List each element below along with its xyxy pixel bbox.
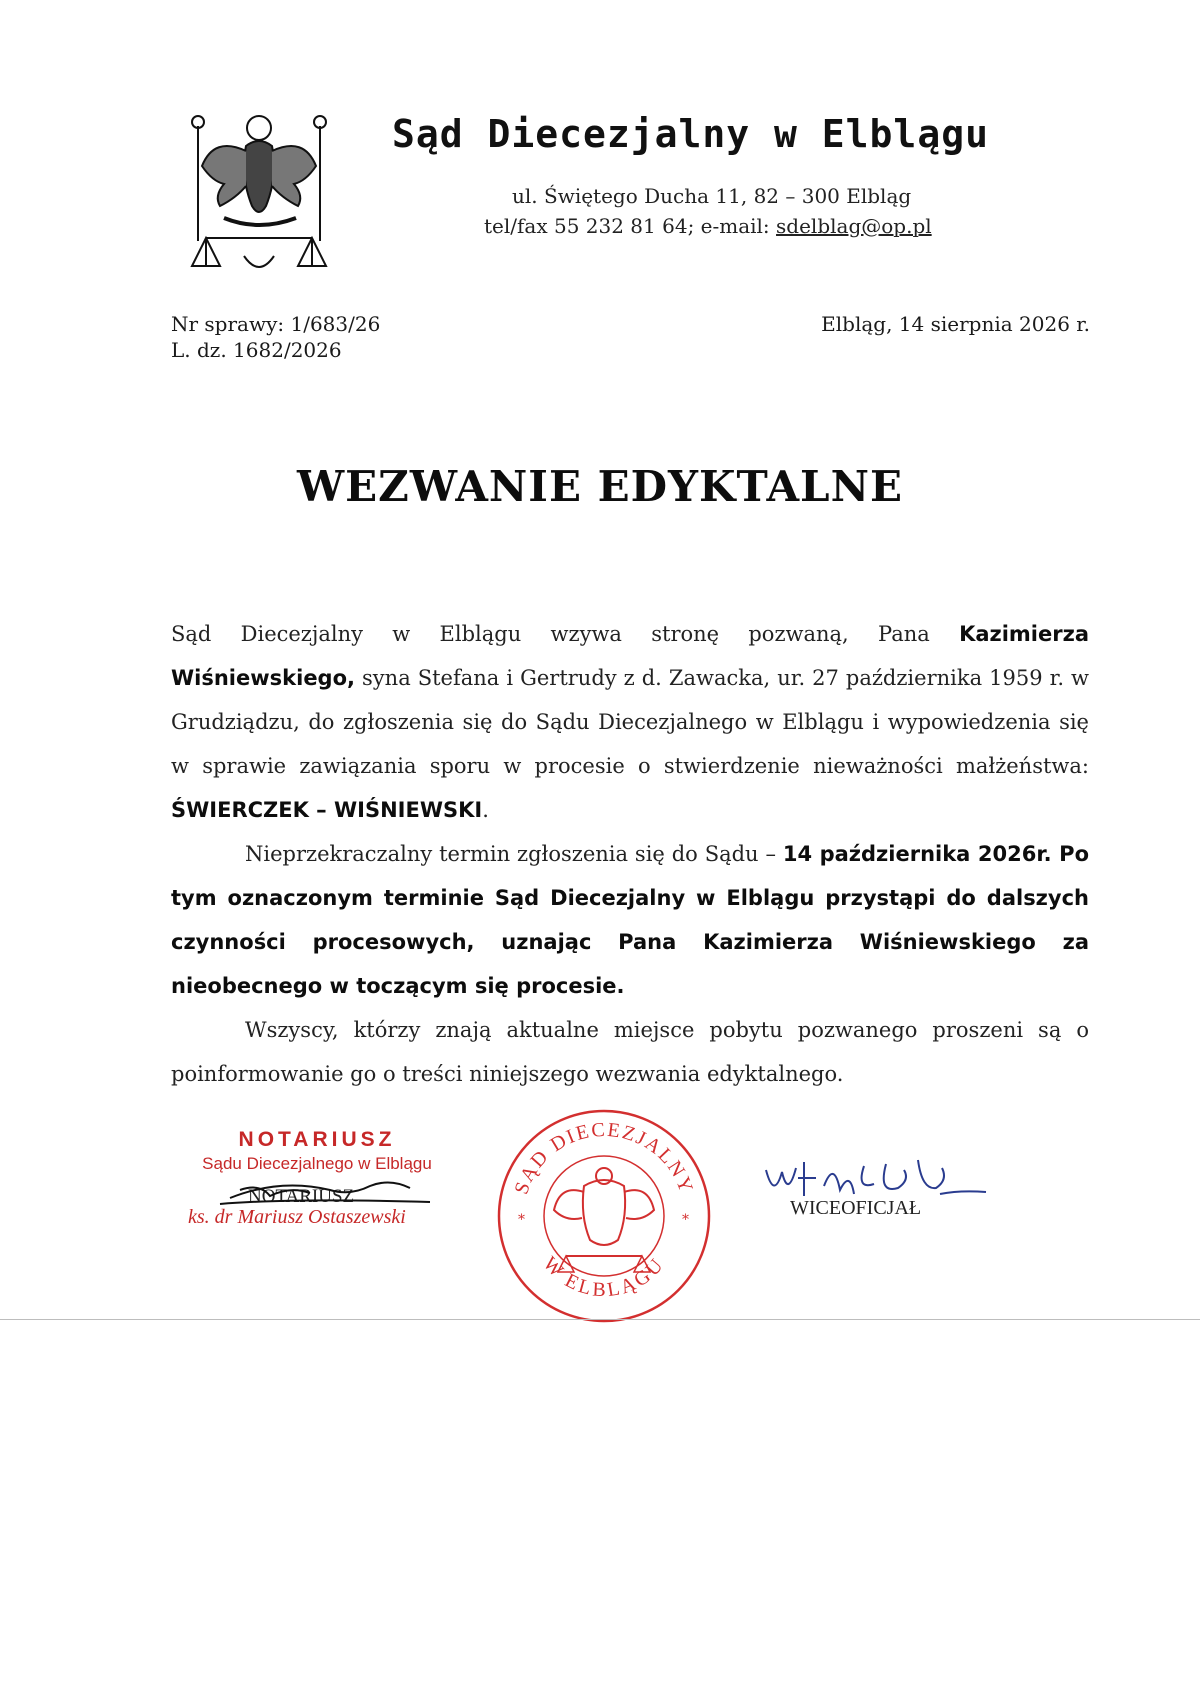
email-link[interactable]: sdelblag@op.pl [776,214,932,238]
notary-name: ks. dr Mariusz Ostaszewski [188,1206,406,1228]
p1-end: . [482,798,489,822]
p2-text-a: Nieprzekraczalny termin zgłoszenia się do Sądu – [245,842,783,866]
paragraph-2 [171,832,1089,1008]
svg-text:W ELBLĄGU [539,1253,670,1302]
court-address: ul. Świętego Ducha 11, 82 – 300 Elbląg [512,184,912,208]
contact-phone: tel/fax 55 232 81 64; e-mail: [484,214,777,238]
defendant-name: Kazimierza Wiśniewskiego, [171,622,1089,690]
document-body [171,612,1089,1096]
court-contact [484,214,1004,238]
ledger-number: L. dz. 1682/2026 [171,338,342,362]
notary-stamp-title: NOTARIUSZ [238,1128,396,1151]
case-number: Nr sprawy: 1/683/26 [171,312,381,336]
svg-text:SĄD DIECEZJALNY [510,1119,697,1197]
paragraph-3: Wszyscy, którzy znają aktualne miejsce pobytu pozwanego proszeni są o poinformowanie go o treści niniejszego wezwania edyktalnego. [171,1018,1089,1086]
seal-text-top: SĄD DIECEZJALNY [510,1118,698,1198]
paragraph-1 [171,612,1089,832]
case-parties: ŚWIERCZEK – WIŚNIEWSKI [171,798,483,822]
seal-text-bottom: W ELBLĄGU [538,1252,670,1302]
court-emblem-icon [184,106,334,286]
svg-text:*: * [518,1212,525,1228]
p1-text-b: syna Stefana i Gertrudy z d. Zawacka, ur. 27 października 1959 r. w Grudziądzu, do zgłoszenia się do Sądu Diecezjalnego w Elblągu i wypowiedzenia się w sprawie zawiązania sporu w procesie o stwierdzenie nieważności małżeństwa: [171,666,1089,778]
notary-title: NOTARIUSZ [248,1186,355,1207]
page-divider [0,1319,1200,1320]
court-seal-icon [494,1106,714,1326]
document-date: Elbląg, 14 sierpnia 2026 r. [821,312,1090,336]
notary-signature-icon [200,1168,450,1218]
svg-text:*: * [682,1212,689,1228]
notary-stamp-subtitle: Sądu Diecezjalnego w Elblągu [202,1154,432,1173]
document-title: WEZWANIE EDYKTALNE [297,462,903,511]
vice-officialis-title: WICEOFICJAŁ [790,1197,922,1219]
p1-text-a: Sąd Diecezjalny w Elblągu wzywa stronę pozwaną, Pana [171,622,960,646]
deadline-notice: 14 października 2026r. Po tym oznaczonym terminie Sąd Diecezjalny w Elblągu przystąpi do dalszych czynności procesowych, uznając Pana Kazimierza Wiśniewskiego za nieobecnego w toczącym się procesie. [171,842,1089,998]
court-name: Sąd Diecezjalny w Elblągu [392,112,989,156]
